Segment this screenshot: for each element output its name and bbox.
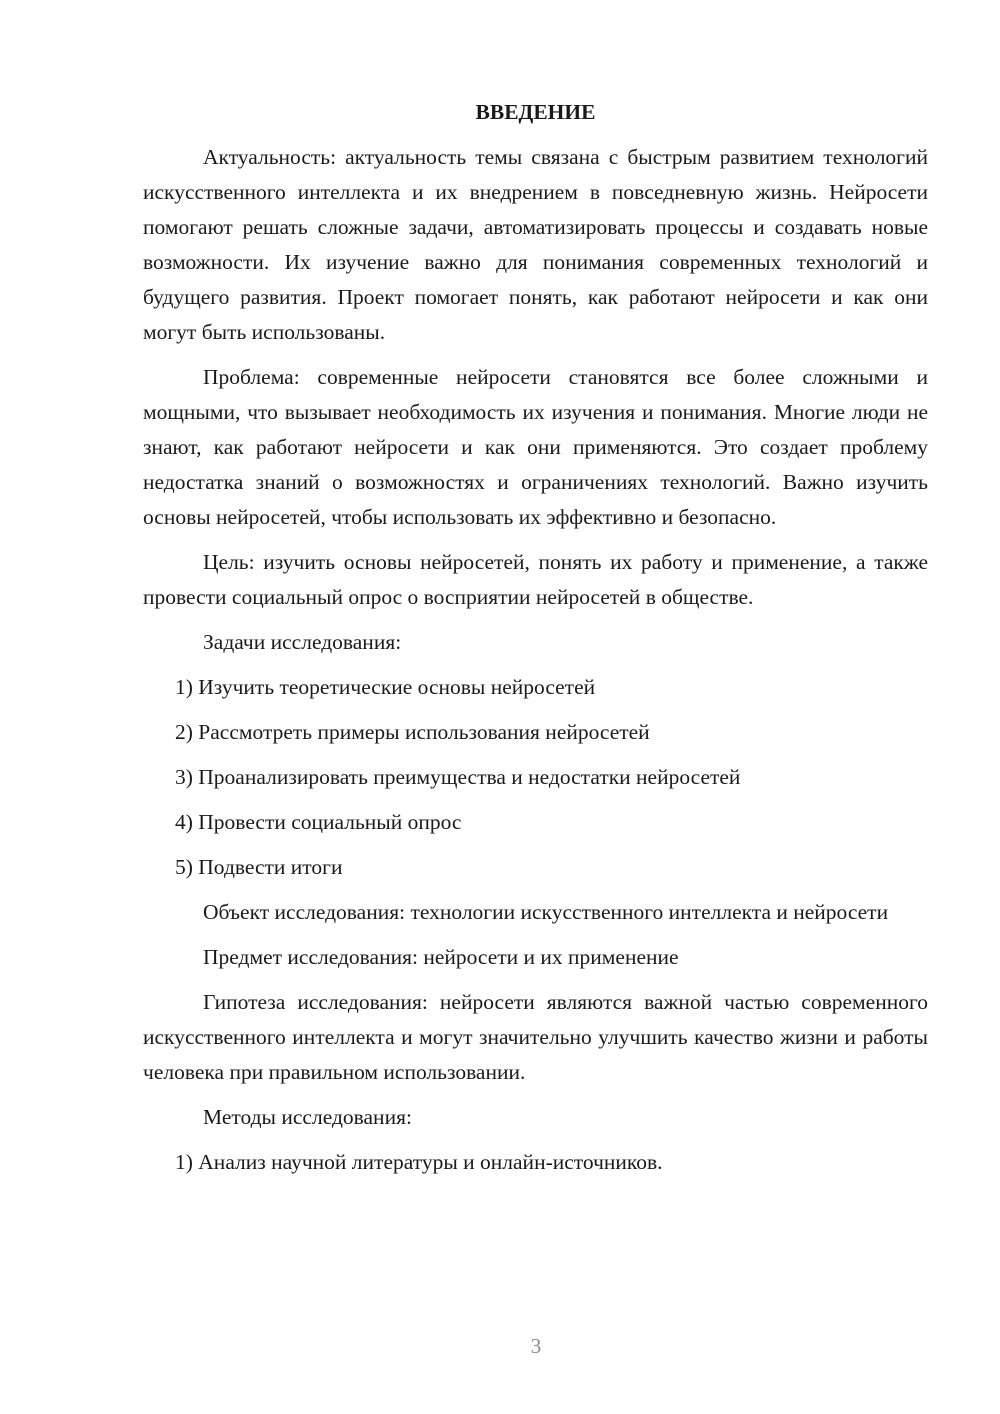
methods-heading: Методы исследования: (203, 1105, 412, 1129)
tasks-heading: Задачи исследования: (203, 630, 402, 654)
page-number: 3 (530, 1334, 542, 1358)
task-item-1: 1) Изучить теоретические основы нейросетей (175, 675, 596, 699)
page-content (143, 95, 928, 1190)
subject-paragraph: Предмет исследования: нейросети и их применение (203, 945, 679, 969)
hypothesis-paragraph: Гипотеза исследования: нейросети являются важной частью современного искусственного интеллекта и могут значительно улучшить качество жизни и работы человека при правильном использовании. (143, 990, 928, 1084)
relevance-paragraph: Актуальность: актуальность темы связана с быстрым развитием технологий искусственного интеллекта и их внедрением в повседневную жизнь. Нейросети помогают решать сложные задачи, автоматизировать процессы и создавать новые возможности. Их изучение важно для понимания современных технологий и будущего развития. Проект помогает понять, как работают нейросети и как они могут быть использованы. (143, 145, 928, 344)
goal-paragraph: Цель: изучить основы нейросетей, понять их работу и применение, а также провести социальный опрос о восприятии нейросетей в обществе. (143, 550, 928, 609)
task-item-5: 5) Подвести итоги (175, 855, 343, 879)
task-item-4: 4) Провести социальный опрос (175, 810, 462, 834)
problem-paragraph: Проблема: современные нейросети становятся все более сложными и мощными, что вызывает необходимость их изучения и понимания. Многие люди не знают, как работают нейросети и как они применяются. Это создает проблему недостатка знаний о возможностях и ограничениях технологий. Важно изучить основы нейросетей, чтобы использовать их эффективно и безопасно. (143, 365, 928, 529)
task-item-3: 3) Проанализировать преимущества и недостатки нейросетей (175, 765, 741, 789)
object-paragraph: Объект исследования: технологии искусственного интеллекта и нейросети (203, 900, 889, 924)
task-item-2: 2) Рассмотреть примеры использования нейросетей (175, 720, 650, 744)
section-title: ВВЕДЕНИЕ (475, 100, 596, 124)
method-item-1: 1) Анализ научной литературы и онлайн-источников. (175, 1150, 663, 1174)
